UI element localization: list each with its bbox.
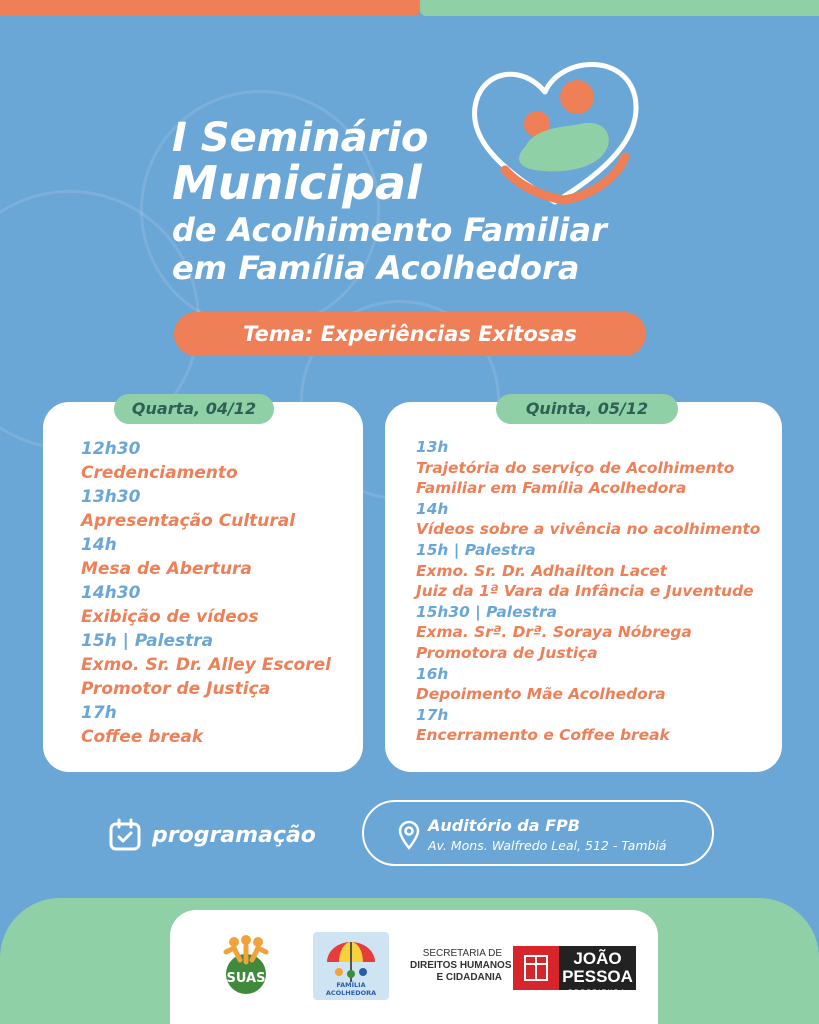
city-subtitle: PREFEITURA [568,990,627,996]
suas-logo-text: SUAS [226,971,266,986]
schedule-time: 17h [81,703,117,723]
location-box [362,800,714,866]
schedule-item: Mesa de Abertura [81,559,252,579]
schedule-item: Exma. Srª. Drª. Soraya Nóbrega [416,623,692,642]
secretaria-line: DIREITOS HUMANOS [410,960,512,971]
schedule-thursday [416,437,760,746]
schedule-time: 17h [416,705,449,724]
calendar-check-icon [108,818,142,852]
top-accent-green [420,0,819,16]
schedule-item: Promotor de Justiça [81,679,271,699]
secretaria-label [410,948,512,984]
schedule-item: Credenciamento [81,463,238,483]
schedule-item: Trajetória do serviço de Acolhimento [416,458,735,477]
schedule-time: 16h [416,664,449,683]
schedule-item: Familiar em Família Acolhedora [416,479,687,498]
schedule-item: Juiz da 1ª Vara da Infância e Juventude [416,582,754,601]
location-text [428,816,667,853]
schedule-item: Vídeos sobre a vivência no acolhimento [416,520,761,539]
suas-logo [214,932,278,996]
schedule-wednesday [81,437,331,749]
schedule-time: 14h [416,499,449,518]
city-name: JOÃO PESSOA [562,949,633,986]
secretaria-line: E CIDADANIA [436,972,502,983]
event-title [172,115,652,287]
location-address: Av. Mons. Walfredo Leal, 512 - Tambiá [428,838,667,853]
program-heading [108,815,316,855]
day-label-wednesday: Quarta, 04/12 [114,394,274,424]
schedule-time: 14h [81,535,117,555]
location-name: Auditório da FPB [428,816,580,835]
secretaria-line: SECRETARIA DE [422,948,502,959]
program-label: programação [152,822,316,848]
top-accent-orange [0,0,420,16]
schedule-time: 12h30 [81,439,141,459]
schedule-item: Exmo. Sr. Dr. Adhailton Lacet [416,561,668,580]
title-line-4: em Família Acolhedora [172,249,580,287]
schedule-item: Exibição de vídeos [81,607,259,627]
title-line-3: de Acolhimento Familiar [172,211,607,249]
title-line-1: I Seminário [172,115,429,161]
schedule-item: Depoimento Mãe Acolhedora [416,685,666,704]
schedule-item: Exmo. Sr. Dr. Alley Escorel [81,655,331,675]
prefeitura-logo [559,946,636,996]
schedule-item: Coffee break [81,727,204,747]
day-label-thursday: Quinta, 05/12 [496,394,678,424]
schedule-time: 13h [416,438,449,456]
schedule-item: Promotora de Justiça [416,643,598,662]
theme-banner: Tema: Experiências Exitosas [174,312,646,356]
schedule-time: 15h | Palestra [81,631,214,651]
schedule-item: Apresentação Cultural [81,511,296,531]
familia-logo-text: FAMÍLIA ACOLHEDORA [325,981,377,997]
location-pin-icon [398,820,420,850]
city-crest-icon [513,946,559,990]
title-line-2: Municipal [172,156,422,210]
schedule-time: 15h30 | Palestra [416,602,558,621]
schedule-time: 13h30 [81,487,141,507]
familia-acolhedora-logo [313,932,389,1000]
schedule-item: Encerramento e Coffee break [416,726,670,745]
schedule-time: 15h | Palestra [416,540,536,559]
schedule-time: 14h30 [81,583,141,603]
